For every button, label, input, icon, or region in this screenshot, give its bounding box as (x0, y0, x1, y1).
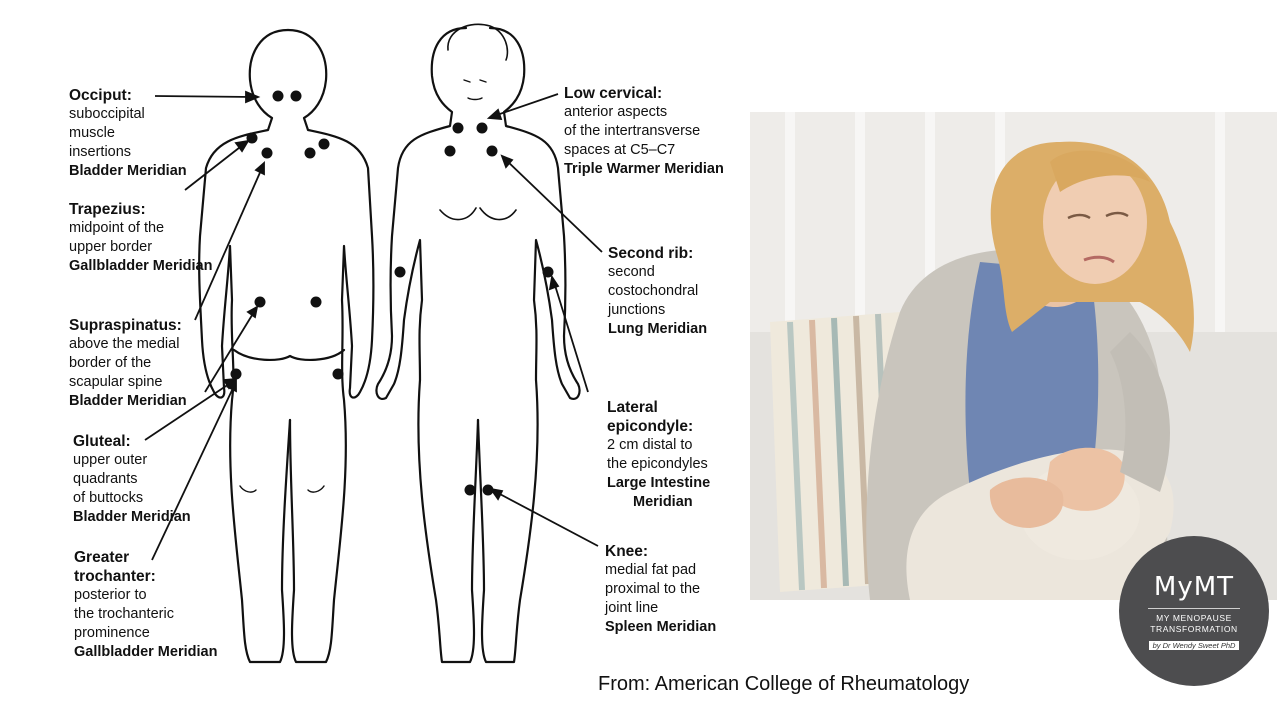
label-lateral-epicondyle (607, 398, 710, 512)
label-line: above the medial (69, 336, 180, 352)
label-line: midpoint of the (69, 220, 165, 236)
label-second-rib (608, 244, 707, 339)
label-meridian: Spleen Meridian (605, 619, 717, 635)
label-line: of the intertransverse (564, 123, 701, 139)
label-line: the epicondyles (607, 456, 708, 472)
label-title: Occiput: (69, 87, 132, 104)
label-meridian: Lung Meridian (608, 321, 708, 337)
label-line: joint line (605, 600, 659, 616)
tender-point-markers (231, 91, 554, 496)
label-title: Lateral epicondyle: (607, 399, 694, 435)
label-line: insertions (69, 144, 132, 160)
label-title: Trapezius: (69, 201, 146, 218)
label-line: junctions (608, 302, 666, 318)
logo-line: MY MENOPAUSE (1156, 613, 1232, 623)
label-title: Knee: (605, 543, 649, 560)
label-meridian: Large Intestine (607, 475, 711, 491)
label-line: scapular spine (69, 374, 163, 390)
label-line: prominence (74, 625, 150, 641)
label-line: proximal to the (605, 581, 701, 597)
logo-brand: MyMT (1153, 572, 1235, 602)
label-line: of buttocks (73, 490, 144, 506)
label-line: upper border (69, 239, 153, 255)
label-knee (605, 542, 716, 637)
label-trapezius (69, 200, 212, 276)
photo-illustration (750, 112, 1277, 600)
label-meridian: Bladder Meridian (69, 163, 187, 179)
label-meridian: Meridian (633, 494, 693, 510)
knee-pain-photo (750, 112, 1277, 600)
label-line: costochondral (608, 283, 699, 299)
label-meridian: Gallbladder Meridian (69, 258, 213, 274)
label-meridian: Triple Warmer Meridian (564, 161, 724, 177)
label-line: suboccipital (69, 106, 145, 122)
label-meridian: Bladder Meridian (69, 393, 187, 409)
label-title: Gluteal: (73, 433, 131, 450)
label-title: Supraspinatus: (69, 317, 182, 334)
label-line: quadrants (73, 471, 138, 487)
label-line: second (608, 264, 655, 280)
label-gluteal (73, 432, 191, 527)
label-line: posterior to (74, 587, 147, 603)
label-low-cervical (564, 84, 724, 179)
logo-byline: by Dr Wendy Sweet PhD (1149, 641, 1240, 650)
label-line: medial fat pad (605, 562, 697, 578)
label-line: 2 cm distal to (607, 437, 693, 453)
label-greater-trochanter (74, 548, 217, 662)
label-line: border of the (69, 355, 152, 371)
logo-divider (1148, 608, 1240, 609)
label-title: Second rib: (608, 245, 694, 262)
label-line: upper outer (73, 452, 148, 468)
logo-line: TRANSFORMATION (1150, 624, 1238, 634)
source-credit: From: American College of Rheumatology (598, 673, 970, 695)
label-occiput (69, 86, 187, 181)
label-line: muscle (69, 125, 115, 141)
label-title: Low cervical: (564, 85, 663, 102)
front-view-figure (376, 24, 579, 662)
label-title: Greater trochanter: (74, 549, 156, 585)
label-line: the trochanteric (74, 606, 174, 622)
label-meridian: Bladder Meridian (73, 509, 191, 525)
mymt-logo (1119, 536, 1269, 686)
back-view-figure (199, 30, 373, 662)
label-meridian: Gallbladder Meridian (74, 644, 218, 660)
label-line: spaces at C5–C7 (564, 142, 676, 158)
label-supraspinatus (69, 316, 187, 411)
label-line: anterior aspects (564, 104, 668, 120)
